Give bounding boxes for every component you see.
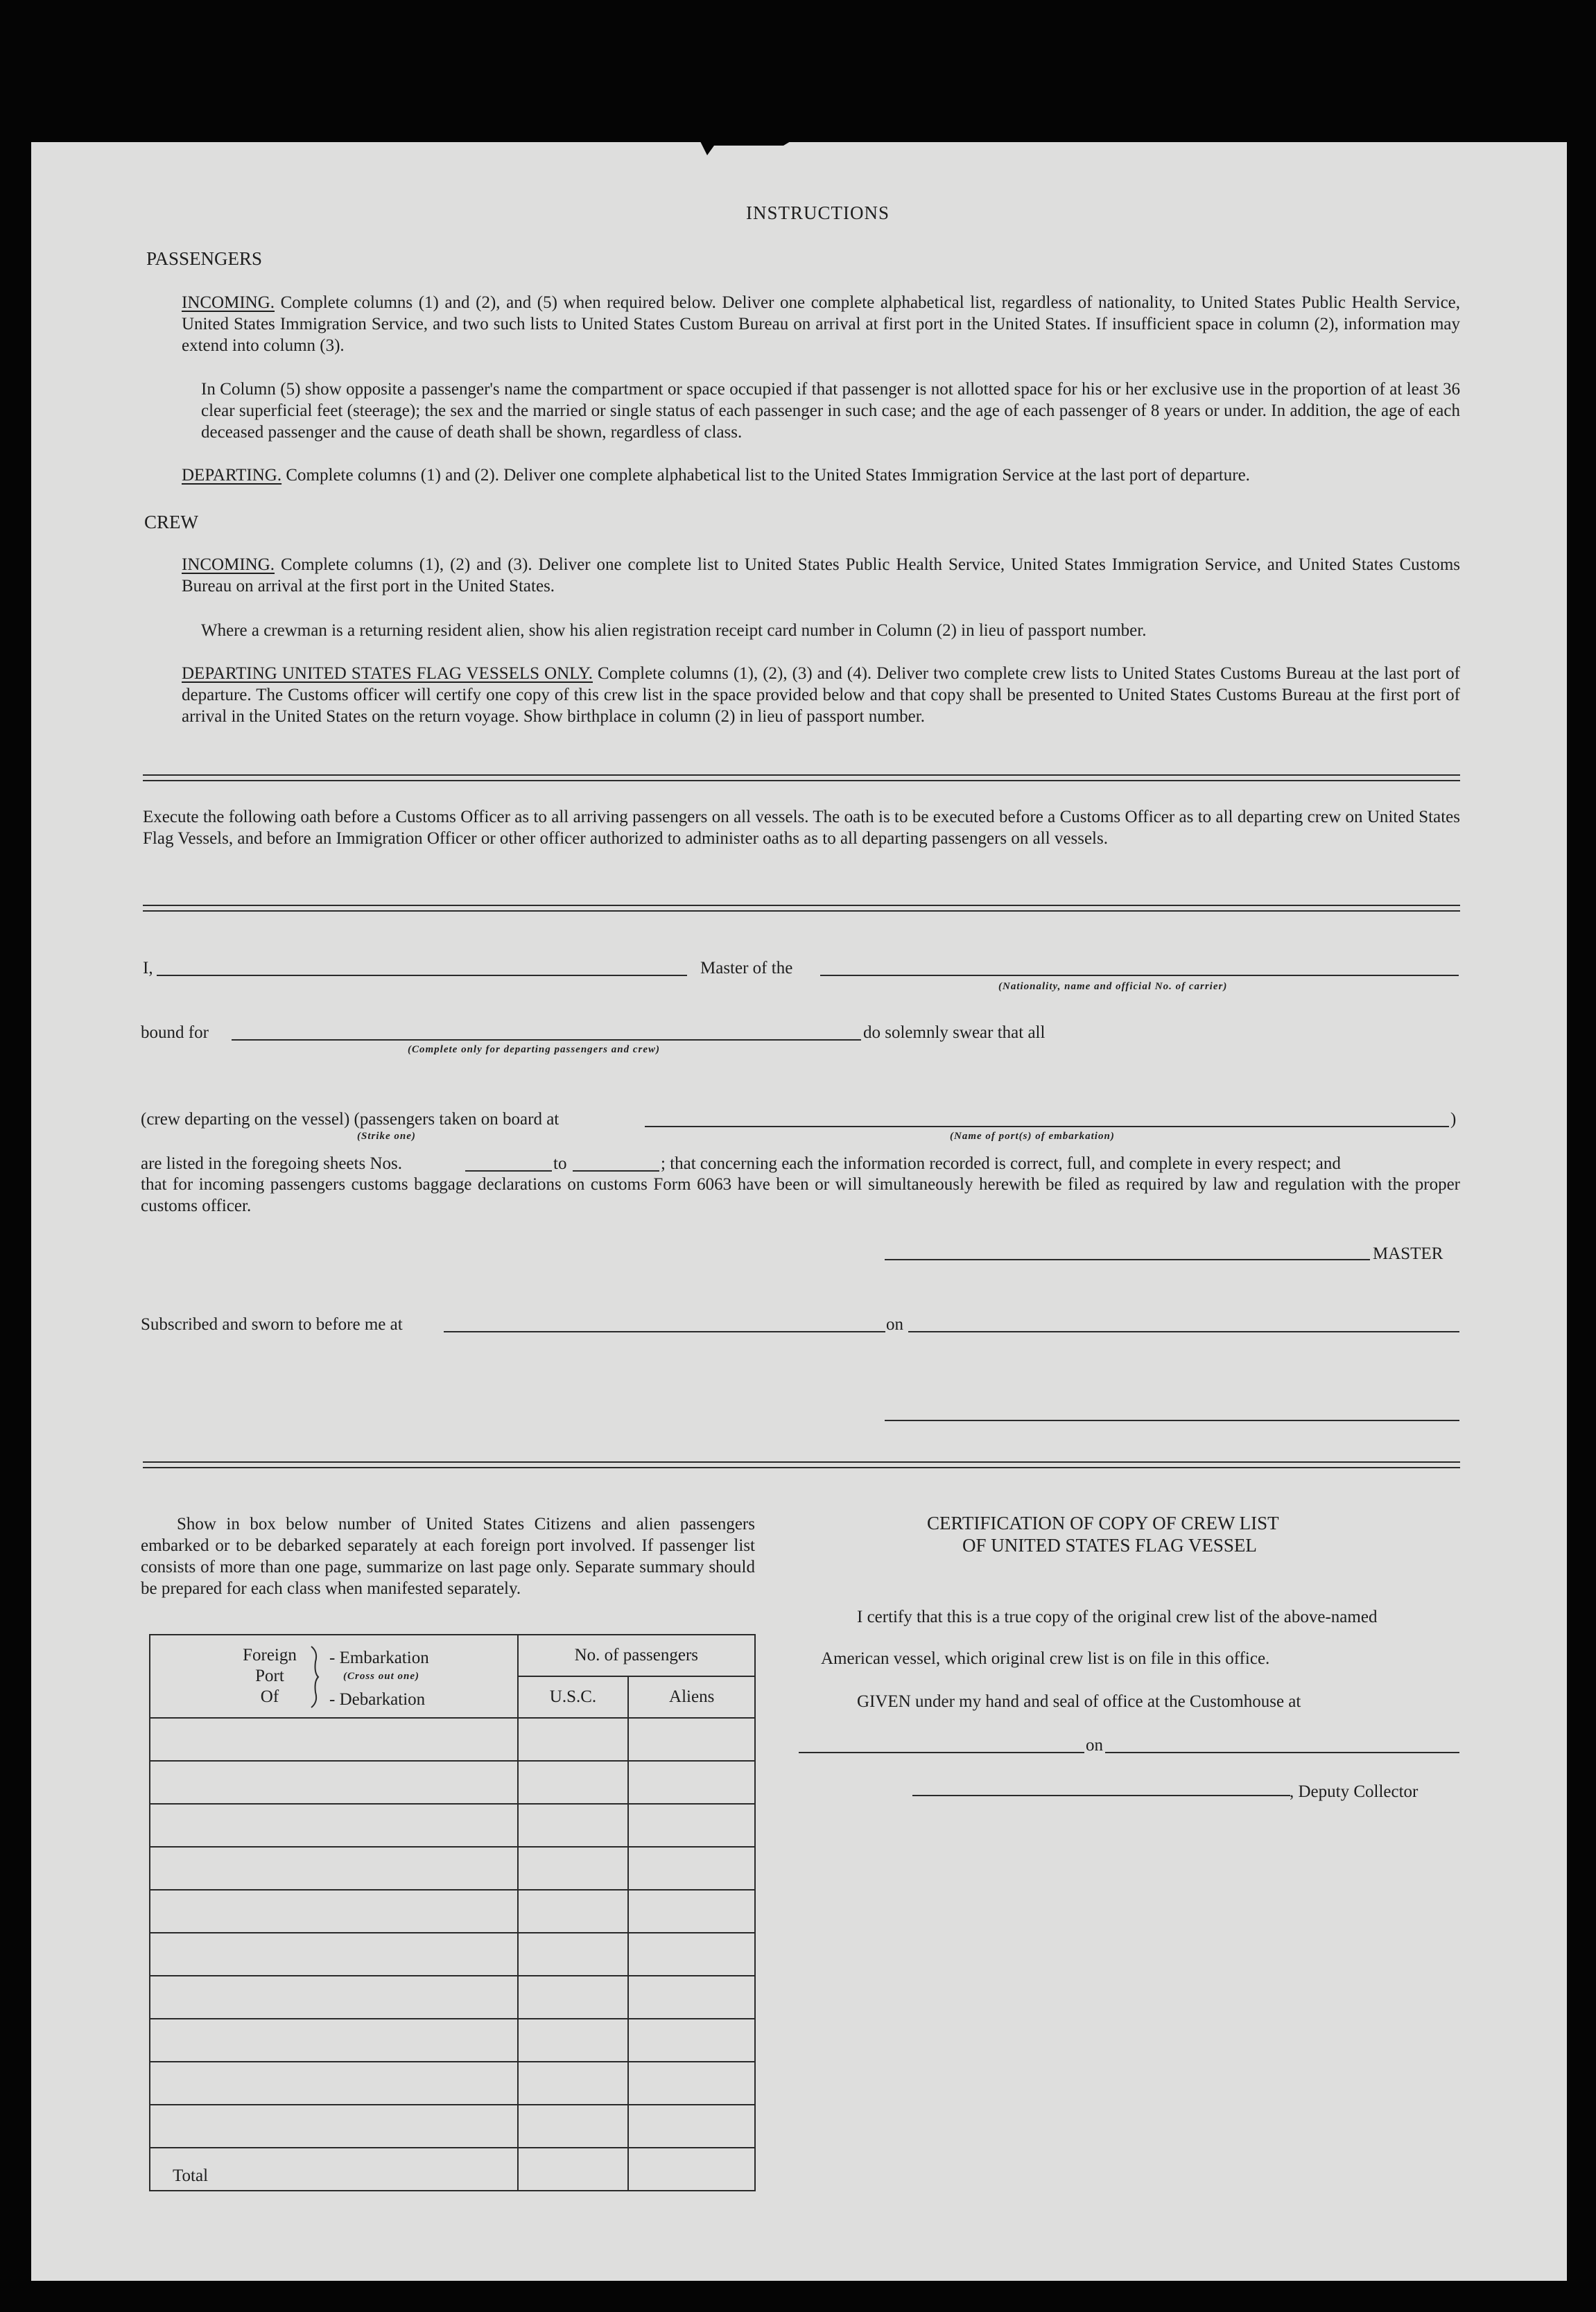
sworn-date-field[interactable]: [908, 1331, 1459, 1332]
debarkation-label: - Debarkation: [329, 1690, 426, 1709]
no-of-passengers-header: No. of passengers: [518, 1635, 755, 1676]
usc-cell[interactable]: [518, 1718, 629, 1761]
cross-out-caption: (Cross out one): [343, 1671, 420, 1682]
passengers-incoming-label: INCOMING.: [182, 293, 275, 312]
master-label: MASTER: [1373, 1244, 1443, 1263]
aliens-cell[interactable]: [628, 1761, 755, 1804]
port-cell[interactable]: [150, 1718, 518, 1761]
table-row: [150, 1718, 755, 1761]
officer-signature-field[interactable]: [885, 1420, 1459, 1421]
listed-post: ; that concerning each the information recorded is correct, full, and complete in every respect; and: [661, 1154, 1341, 1173]
port-cell[interactable]: [150, 1933, 518, 1976]
usc-cell[interactable]: [518, 1976, 629, 2019]
crew-flag-paragraph: [182, 663, 1460, 727]
total-usc-cell[interactable]: [518, 2148, 629, 2191]
nationality-caption: (Nationality, name and official No. of carrier): [998, 981, 1228, 992]
port-cell[interactable]: [150, 1804, 518, 1847]
table-row: [150, 2105, 755, 2148]
embarkation-ports-field[interactable]: [645, 1126, 1449, 1127]
port-cell[interactable]: [150, 2019, 518, 2062]
table-row: [150, 2062, 755, 2105]
crew-flag-label: DEPARTING UNITED STATES FLAG VESSELS ONLY.: [182, 664, 593, 683]
usc-cell[interactable]: [518, 1804, 629, 1847]
deputy-collector-label: , Deputy Collector: [1290, 1782, 1419, 1801]
total-row: [150, 2148, 755, 2191]
cert-on-label: on: [1086, 1736, 1103, 1755]
passengers-heading: PASSENGERS: [146, 248, 263, 269]
table-row: [150, 1976, 755, 2019]
table-row: [150, 1804, 755, 1847]
aliens-cell[interactable]: [628, 2019, 755, 2062]
aliens-cell[interactable]: [628, 1976, 755, 2019]
ports-caption: (Name of port(s) of embarkation): [950, 1131, 1115, 1142]
bound-for-field[interactable]: [232, 1039, 861, 1041]
aliens-cell[interactable]: [628, 1718, 755, 1761]
embarkation-label: - Embarkation: [329, 1649, 429, 1667]
passengers-departing-text: Complete columns (1) and (2). Deliver one complete alphabetical list to the United States Immigration Service at the last port of departure.: [286, 466, 1250, 485]
notch-shape: [700, 141, 790, 155]
usc-cell[interactable]: [518, 2019, 629, 2062]
port-cell[interactable]: [150, 1890, 518, 1933]
listed-pre: are listed in the foregoing sheets Nos.: [141, 1154, 402, 1173]
crew-incoming-paragraph: [182, 554, 1460, 597]
port-cell[interactable]: [150, 1847, 518, 1890]
carrier-field[interactable]: [820, 975, 1459, 976]
given-line: GIVEN under my hand and seal of office at the Customhouse at: [857, 1692, 1301, 1711]
table-row: [150, 2019, 755, 2062]
crew-resident-paragraph: Where a crewman is a returning resident alien, show his alien registration receipt card number in Column (2) in lieu of passport number.: [201, 621, 1147, 640]
sworn-on-label: on: [886, 1315, 903, 1334]
usc-cell[interactable]: [518, 1933, 629, 1976]
aliens-header: Aliens: [628, 1676, 755, 1718]
aliens-cell[interactable]: [628, 1933, 755, 1976]
aliens-cell[interactable]: [628, 1804, 755, 1847]
close-paren: ): [1450, 1110, 1457, 1129]
passengers-incoming-paragraph: [182, 292, 1460, 356]
table-row: [150, 1890, 755, 1933]
usc-cell[interactable]: [518, 2105, 629, 2148]
table-row: [150, 1933, 755, 1976]
divider-2: [143, 905, 1460, 912]
oath-i-label: I,: [143, 959, 153, 977]
customhouse-field[interactable]: [799, 1752, 1084, 1753]
to-label: to: [553, 1154, 567, 1173]
crew-flag-text: Complete columns (1), (2), (3) and (4). Deliver two complete crew lists to United States Customs Bureau at the last port of departure. The Customs officer will certify one copy of this crew list in the space provided below and that copy shall be presented to United States Customs Bureau at the first port of arrival in the United States on the return voyage. Show birthplace in column (2) in lieu of passport number.: [182, 664, 1460, 726]
certify-line2: American vessel, which original crew list is on file in this office.: [821, 1649, 1270, 1668]
aliens-cell[interactable]: [628, 1890, 755, 1933]
sheets-from-field[interactable]: [465, 1170, 552, 1172]
brace-path: [311, 1646, 318, 1707]
port-cell[interactable]: [150, 2105, 518, 2148]
complete-only-caption: (Complete only for departing passengers and crew): [408, 1044, 660, 1055]
passengers-incoming-text: Complete columns (1) and (2), and (5) when required below. Deliver one complete alphabetical list, regardless of nationality, to United States Public Health Service, United States Immigration Service, and two such lists to United States Custom Bureau on arrival at first port in the United States. If insufficient space in column (2), information may extend into column (3).: [182, 293, 1461, 355]
usc-cell[interactable]: [518, 2062, 629, 2105]
usc-cell[interactable]: [518, 1761, 629, 1804]
crew-departing-label: (crew departing on the vessel) (passengers taken on board at: [141, 1110, 560, 1129]
table-row: [150, 1761, 755, 1804]
of-label: Of: [260, 1687, 279, 1706]
certification-title-line2: OF UNITED STATES FLAG VESSEL: [962, 1535, 1257, 1556]
passengers-departing-paragraph: [182, 464, 1460, 486]
usc-cell[interactable]: [518, 1890, 629, 1933]
swear-label: do solemnly swear that all: [863, 1023, 1046, 1042]
paper-notch: [700, 141, 790, 158]
oath-instructions: Execute the following oath before a Customs Officer as to all arriving passengers on all vessels. The oath is to be executed before a Customs Officer as to all departing crew on United States Flag Vessels, and before an Immigration Officer or other officer authorized to administer oaths as to all departing passengers on all vessels.: [143, 808, 1460, 848]
subscribed-label: Subscribed and sworn to before me at: [141, 1315, 403, 1334]
deputy-signature-field[interactable]: [912, 1795, 1290, 1796]
total-label: Total: [173, 2166, 209, 2185]
usc-cell[interactable]: [518, 1847, 629, 1890]
total-aliens-cell[interactable]: [628, 2148, 755, 2191]
sheets-to-field[interactable]: [573, 1170, 659, 1172]
total-label-cell: [150, 2148, 518, 2191]
certification-title-line1: CERTIFICATION OF COPY OF CREW LIST: [927, 1513, 1279, 1533]
port-cell[interactable]: [150, 2062, 518, 2105]
crew-heading: CREW: [144, 512, 198, 532]
port-label: Port: [255, 1667, 284, 1685]
aliens-cell[interactable]: [628, 1847, 755, 1890]
crew-incoming-text: Complete columns (1), (2) and (3). Deliver one complete list to United States Public Health Service, United States Immigration Service, and United States Customs Bureau on arrival at the first port in the United States.: [182, 555, 1460, 596]
crew-incoming-label: INCOMING.: [182, 555, 275, 574]
column5-paragraph: In Column (5) show opposite a passenger's name the compartment or space occupied if that passenger is not allotted space for his or her exclusive use in the proportion of at least 36 clear superficial feet (steerage); the sex and the married or single status of each passenger in such case; and the age of each passenger of 8 years or under. In addition, the age of each deceased passenger and the cause of death shall be shown, regardless of class.: [201, 380, 1460, 442]
page-title: INSTRUCTIONS: [746, 202, 890, 223]
bound-for-label: bound for: [141, 1023, 209, 1042]
brace-icon: [309, 1645, 322, 1709]
master-signature-field[interactable]: [885, 1259, 1370, 1260]
foreign-label: Foreign: [243, 1646, 297, 1665]
port-header-cell: [150, 1635, 518, 1718]
passenger-summary-table: [149, 1634, 756, 2191]
table-row: [150, 1847, 755, 1890]
listed-rest: that for incoming passengers customs baggage declarations on customs Form 6063 have been or will simultaneously herewith be filed as required by law and regulation with the proper customs officer.: [141, 1175, 1460, 1215]
usc-header: U.S.C.: [518, 1676, 629, 1718]
cert-date-field[interactable]: [1105, 1752, 1459, 1753]
certify-line1: I certify that this is a true copy of the original crew list of the above-named: [857, 1608, 1378, 1626]
aliens-cell[interactable]: [628, 2062, 755, 2105]
strike-one-caption: (Strike one): [357, 1131, 416, 1142]
master-of-label: Master of the: [700, 959, 793, 977]
sworn-place-field[interactable]: [444, 1331, 885, 1332]
master-name-field[interactable]: [157, 975, 687, 976]
summary-instructions: Show in box below number of United States Citizens and alien passengers embarked or to be debarked separately at each foreign port involved. If passenger list consists of more than one page, summarize on last page only. Separate summary should be prepared for each class when manifested separately.: [141, 1515, 755, 1598]
aliens-cell[interactable]: [628, 2105, 755, 2148]
passengers-departing-label: DEPARTING.: [182, 466, 282, 485]
port-cell[interactable]: [150, 1976, 518, 2019]
divider-3: [143, 1461, 1460, 1468]
port-cell[interactable]: [150, 1761, 518, 1804]
divider-1: [143, 774, 1460, 781]
